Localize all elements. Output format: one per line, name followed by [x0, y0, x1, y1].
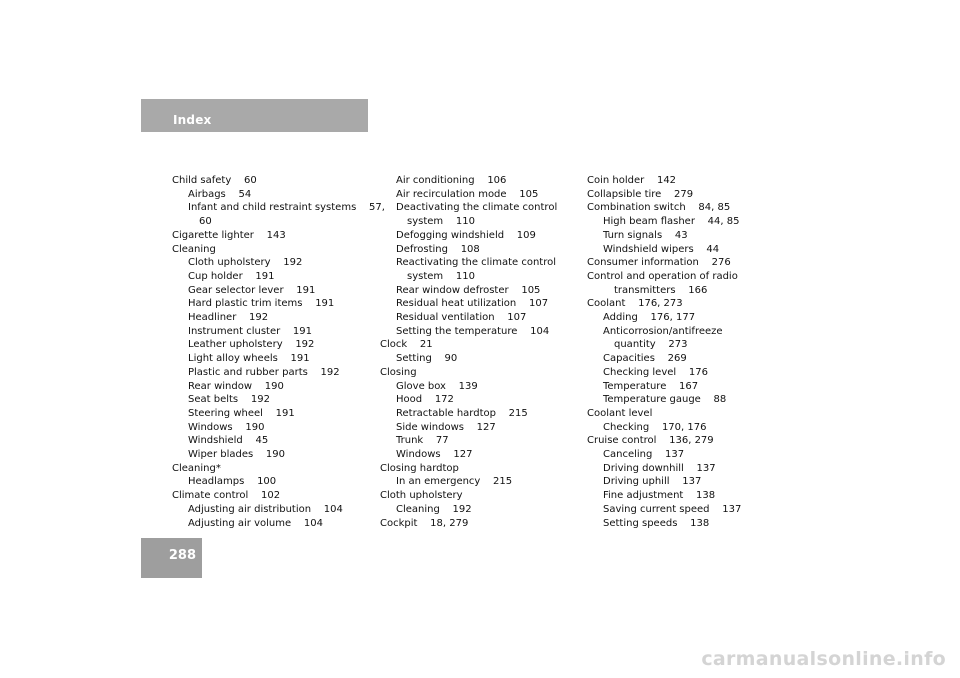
- index-entry: Control and operation of radio: [587, 270, 738, 282]
- index-subentry: Windows 127: [396, 449, 473, 461]
- index-subentry: Hood 172: [396, 394, 454, 406]
- index-subentry: Residual ventilation 107: [396, 312, 527, 324]
- index-subentry: Setting speeds 138: [603, 517, 710, 529]
- index-subentry: Defogging windshield 109: [396, 229, 536, 241]
- index-subentry: Airbags 54: [188, 188, 252, 200]
- index-subentry: Rear window defroster 105: [396, 284, 541, 296]
- index-subentry: Trunk 77: [396, 435, 449, 447]
- index-subentry: Retractable hardtop 215: [396, 407, 528, 419]
- watermark: carmanualsonline.info: [701, 648, 946, 670]
- index-subentry: Side windows 127: [396, 421, 496, 433]
- index-subentry: system 110: [407, 270, 475, 282]
- index-subentry: transmitters 166: [614, 284, 708, 296]
- index-entry: Coolant level: [587, 407, 653, 419]
- index-entry: Consumer information 276: [587, 257, 731, 269]
- index-entry: Clock 21: [380, 339, 433, 351]
- index-subentry: Reactivating the climate control: [396, 257, 557, 269]
- index-subentry: Gear selector lever 191: [188, 284, 316, 296]
- index-subentry: Infant and child restraint systems 57,: [188, 202, 385, 214]
- index-entry: Cleaning*: [172, 462, 221, 474]
- index-subentry: Setting the temperature 104: [396, 325, 550, 337]
- index-subentry: Windows 190: [188, 421, 265, 433]
- index-subentry: Leather upholstery 192: [188, 339, 315, 351]
- index-subentry: Windshield 45: [188, 435, 269, 447]
- index-subentry: 60: [199, 216, 212, 228]
- index-subentry: Air recirculation mode 105: [396, 188, 539, 200]
- index-subentry: Light alloy wheels 191: [188, 353, 310, 365]
- index-entry: Combination switch 84, 85: [587, 202, 731, 214]
- index-subentry: Checking 170, 176: [603, 421, 707, 433]
- index-entry: Cleaning: [172, 243, 216, 255]
- index-subentry: Seat belts 192: [188, 394, 270, 406]
- index-subentry: Canceling 137: [603, 449, 685, 461]
- index-subentry: Saving current speed 137: [603, 503, 742, 515]
- index-entry: Cigarette lighter 143: [172, 229, 286, 241]
- index-subentry: Cup holder 191: [188, 270, 275, 282]
- page-number: 288: [168, 548, 196, 563]
- index-subentry: Instrument cluster 191: [188, 325, 313, 337]
- index-entry: Collapsible tire 279: [587, 188, 694, 200]
- index-subentry: Driving downhill 137: [603, 462, 716, 474]
- index-subentry: Anticorrosion/antifreeze: [603, 325, 723, 337]
- index-column-1: [172, 174, 385, 530]
- index-subentry: Cleaning 192: [396, 503, 472, 515]
- index-subentry: Headliner 192: [188, 312, 269, 324]
- index-column-2: [380, 174, 580, 530]
- index-subentry: Glove box 139: [396, 380, 478, 392]
- index-entry: Coin holder 142: [587, 175, 677, 186]
- header-band: [141, 99, 368, 132]
- index-subentry: Setting 90: [396, 353, 458, 365]
- index-entry: Cloth upholstery: [380, 490, 463, 502]
- index-subentry: Turn signals 43: [603, 229, 688, 241]
- index-entry: Cockpit 18, 279: [380, 517, 469, 529]
- index-subentry: quantity 273: [614, 339, 688, 351]
- index-subentry: Air conditioning 106: [396, 175, 507, 186]
- index-subentry: Steering wheel 191: [188, 407, 295, 419]
- index-subentry: Headlamps 100: [188, 476, 277, 488]
- index-subentry: Adjusting air distribution 104: [188, 503, 343, 515]
- index-entry: Cruise control 136, 279: [587, 435, 714, 447]
- index-subentry: Temperature gauge 88: [603, 394, 727, 406]
- index-subentry: Adjusting air volume 104: [188, 517, 323, 529]
- index-entry: Coolant 176, 273: [587, 298, 683, 310]
- index-subentry: Plastic and rubber parts 192: [188, 366, 340, 378]
- index-entry: Closing: [380, 366, 417, 378]
- index-subentry: Defrosting 108: [396, 243, 480, 255]
- index-subentry: Driving uphill 137: [603, 476, 702, 488]
- index-entry: Climate control 102: [172, 490, 281, 502]
- index-subentry: Hard plastic trim items 191: [188, 298, 335, 310]
- index-subentry: Wiper blades 190: [188, 449, 286, 461]
- index-subentry: Deactivating the climate control: [396, 202, 558, 214]
- page-title: Index: [173, 113, 212, 127]
- index-subentry: In an emergency 215: [396, 476, 513, 488]
- index-subentry: Residual heat utilization 107: [396, 298, 549, 310]
- page-number-tab: [141, 538, 202, 578]
- index-subentry: Adding 176, 177: [603, 312, 696, 324]
- index-subentry: Cloth upholstery 192: [188, 257, 303, 269]
- index-subentry: Fine adjustment 138: [603, 490, 716, 502]
- index-column-3: [587, 174, 787, 530]
- index-subentry: Windshield wipers 44: [603, 243, 720, 255]
- index-entry: Closing hardtop: [380, 462, 459, 474]
- index-subentry: Capacities 269: [603, 353, 687, 365]
- index-subentry: High beam flasher 44, 85: [603, 216, 740, 228]
- index-subentry: Temperature 167: [603, 380, 699, 392]
- index-subentry: Checking level 176: [603, 366, 708, 378]
- index-entry: Child safety 60: [172, 175, 257, 186]
- index-subentry: Rear window 190: [188, 380, 284, 392]
- index-subentry: system 110: [407, 216, 475, 228]
